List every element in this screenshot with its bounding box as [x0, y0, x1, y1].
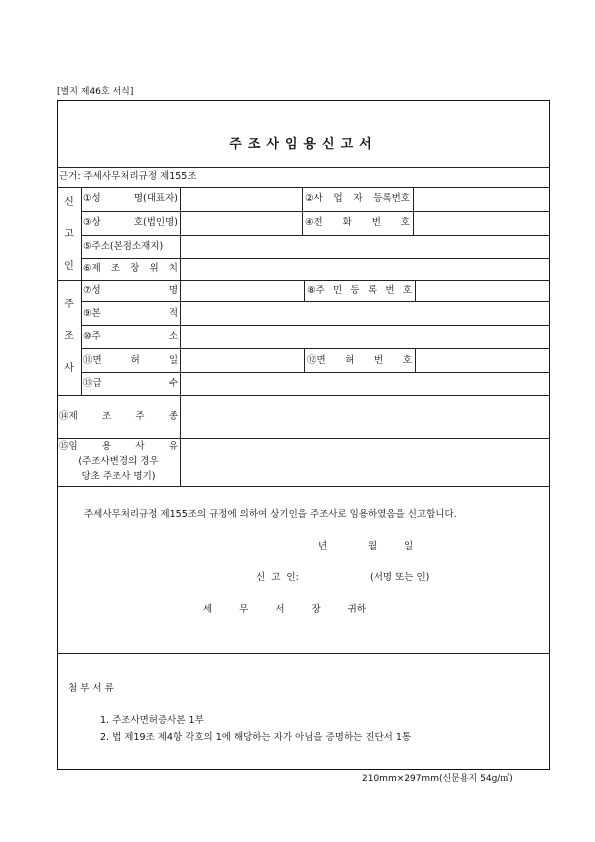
form-number: [별지 제46호 서식]: [57, 87, 134, 97]
address-label: ⑤주소(본점소재지): [83, 241, 164, 252]
brewer-name-label: ⑦성 명: [83, 285, 178, 296]
biz-no-field[interactable]: [414, 188, 549, 210]
brewer-name-field[interactable]: [181, 281, 303, 300]
factory-location-label: ⑥제 조 장 위 치: [83, 263, 178, 274]
day-label: 일: [404, 541, 414, 552]
paper-spec: 210mm×297mm(신문용지 54g/㎡): [362, 774, 513, 784]
brewer-side-label-1: 주: [64, 299, 74, 310]
license-date-label: ⑪면 허 일: [83, 355, 178, 366]
declarant-side-label-2: 고: [64, 229, 74, 240]
biz-no-label: ②사 업 자 등록번호: [305, 193, 410, 204]
brewer-address-field[interactable]: [181, 326, 549, 347]
year-label: 년: [318, 541, 328, 552]
attachment-item: 2. 법 제19조 제4항 각호의 1에 해당하는 자가 아님을 증명하는 진단서 1통: [100, 732, 412, 743]
liquor-type-label: ⑭제 조 주 종: [59, 411, 178, 422]
liquor-type-field[interactable]: [181, 396, 549, 437]
factory-location-field[interactable]: [181, 259, 549, 279]
grade-label: ⑬급 수: [83, 378, 178, 389]
divider: [304, 348, 305, 372]
license-no-label: ⑫면 허 번 호: [307, 355, 412, 366]
grade-field[interactable]: [181, 373, 549, 394]
declaration-statement: 주세사무처리규정 제155조의 규정에 의하여 상기인을 주조사로 임용하였음을 신고합니다.: [84, 509, 457, 520]
divider: [57, 167, 550, 168]
brewer-side-label-2: 조: [64, 331, 74, 342]
name-label: ①성 명(대표자): [83, 193, 178, 204]
declarant-side-label-3: 인: [64, 261, 74, 272]
origin-field[interactable]: [181, 302, 549, 324]
trade-name-field[interactable]: [181, 212, 301, 234]
signature-field[interactable]: [320, 568, 366, 586]
name-field[interactable]: [181, 188, 301, 210]
resident-no-label: ⑧주 민 등 록 번 호: [307, 285, 412, 296]
phone-field[interactable]: [414, 212, 549, 234]
page-title: 주조사임용신고서: [229, 137, 378, 152]
attachments-title: 첨 부 서 류: [68, 683, 114, 694]
divider: [304, 280, 305, 301]
signature-note: (서명 또는 인): [370, 572, 430, 583]
divider: [57, 486, 550, 487]
divider: [302, 187, 303, 235]
declarant-signature-label: 신 고 인:: [256, 572, 299, 583]
reason-note-1: (주조사변경의 경우: [78, 456, 159, 467]
attachment-item: 1. 주조사면허증사본 1부: [100, 715, 204, 726]
license-date-field[interactable]: [181, 349, 303, 371]
legal-basis: 근거: 주세사무처리규정 제155조: [59, 171, 197, 182]
reason-label: ⑮임 용 사 유: [59, 441, 178, 452]
license-no-field[interactable]: [416, 349, 549, 371]
divider: [81, 187, 82, 395]
origin-label: ⑨본 적: [83, 308, 178, 319]
trade-name-label: ③상 호(법인명): [83, 217, 178, 228]
brewer-address-label: ⑩주 소: [83, 331, 178, 342]
resident-no-field[interactable]: [416, 281, 549, 300]
phone-label: ④전 화 번 호: [305, 217, 410, 228]
divider: [57, 653, 550, 654]
month-label: 월: [368, 541, 378, 552]
declarant-side-label-1: 신: [64, 197, 74, 208]
brewer-side-label-3: 사: [64, 363, 74, 374]
address-field[interactable]: [181, 236, 549, 257]
addressee: 세 무 서 장 귀하: [203, 604, 366, 615]
reason-note-2: 당초 주조사 명기): [81, 471, 156, 482]
reason-field[interactable]: [181, 439, 549, 485]
